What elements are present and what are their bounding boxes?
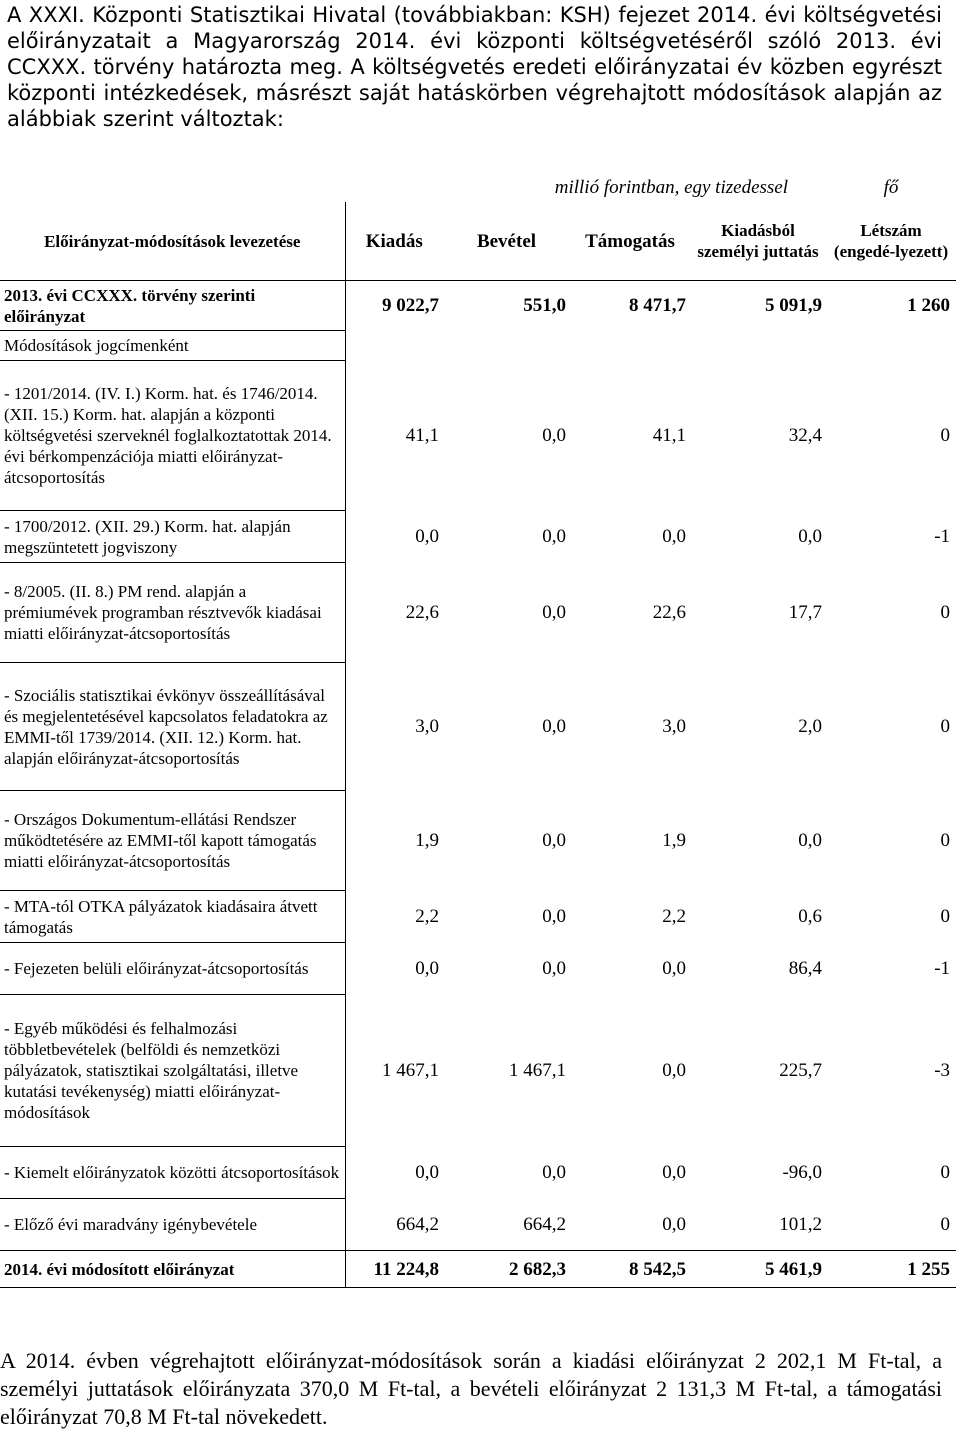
row-tamogatas: 41,1 [652,425,686,446]
original-kiadas: 9 022,7 [382,295,439,317]
row-szemelyi: 0,0 [798,526,823,547]
row-bevetel: 0,0 [542,1162,566,1183]
total-kiadas: 11 224,8 [345,1251,443,1288]
row-label: - Előző évi maradvány igénybevétele [0,1199,345,1251]
row-letszam: -1 [934,958,951,979]
row-label: - Országos Dokumentum-ellátási Rendszer működtetésére az EMMI-től kapott támogatás miatti előirányzat-átcsoportosítás [0,791,345,891]
budget-modification-table [0,172,956,1288]
table-row [0,995,956,1147]
intro-paragraph: A XXXI. Központi Statisztikai Hivatal (továbbiakban: KSH) fejezet 2014. évi költségvetési előirányzatait a Magyarország 2014. évi központi költségvetéséről szóló 2013. évi CCXXX. törvény határozta meg. A költségvetés eredeti előirányzatai év közben egyrészt központi intézkedések, másrészt saját hatáskörben végrehajtott módosítások alapján az alábbiak szerint változtak: [7,3,942,131]
row-bevetel: 1 467,1 [509,1060,566,1081]
row-letszam: 0 [940,830,951,851]
total-letszam: 1 255 [826,1251,956,1288]
row-szemelyi: 225,7 [779,1060,823,1081]
row-bevetel: 0,0 [542,958,566,979]
row-bevetel: 0,0 [542,906,566,927]
total-tamogatas: 8 542,5 [570,1251,690,1288]
row-letszam: 0 [940,602,951,623]
row-tamogatas: 0,0 [662,958,686,979]
row-szemelyi: 17,7 [788,602,823,623]
row-tamogatas: 3,0 [662,716,686,737]
header-szemelyi: Kiadásból személyi juttatás [690,202,826,281]
row-szemelyi: 0,6 [798,906,823,927]
row-kiadas: 3,0 [415,716,439,737]
table-row [0,791,956,891]
row-kiadas: 2,2 [415,906,439,927]
row-kiadas: 0,0 [415,1162,439,1183]
header-tamogatas: Támogatás [570,202,690,281]
row-szemelyi: 86,4 [788,958,823,979]
table-row [0,891,956,943]
row-label: - Kiemelt előirányzatok közötti átcsoportosítások [0,1147,345,1199]
row-szemelyi: 0,0 [798,830,823,851]
table-row [0,511,956,563]
row-label: - 1201/2014. (IV. I.) Korm. hat. és 1746/2014. (XII. 15.) Korm. hat. alapján a központi költségvetési szerveknél foglalkoztatottak 2014. évi bérkompenzációja miatti előirányzat-átcsoportosítás [0,361,345,511]
row-kiadas: 22,6 [405,602,439,623]
row-kiadas: 0,0 [415,526,439,547]
row-szemelyi: -96,0 [782,1162,823,1183]
row-label: - Egyéb működési és felhalmozási többletbevételek (belföldi és nemzetközi pályázatok, statisztikai szolgáltatási, illetve kutatási tevékenység) miatti előirányzat-módosítások [0,995,345,1147]
row-bevetel: 664,2 [523,1213,566,1235]
original-szemelyi: 5 091,9 [765,295,823,317]
header-bevetel: Bevétel [443,202,570,281]
section-row [0,331,956,361]
row-tamogatas: 0,0 [662,1162,686,1183]
original-letszam: 1 260 [907,295,951,317]
row-letszam: 0 [940,906,951,927]
total-szemelyi: 5 461,9 [690,1251,826,1288]
row-tamogatas: 0,0 [662,1213,686,1235]
unit-row [0,172,956,202]
row-tamogatas: 0,0 [662,526,686,547]
row-label: - MTA-tól OTKA pályázatok kiadásaira átvett támogatás [0,891,345,943]
row-letszam: 0 [940,425,951,446]
original-label: 2013. évi CCXXX. törvény szerinti előirányzat [0,281,345,331]
unit-person: fő [883,176,899,198]
total-bevetel: 2 682,3 [443,1251,570,1288]
unit-note: millió forintban, egy tizedessel [554,176,789,198]
row-letszam: 0 [940,1162,951,1183]
table-row [0,563,956,663]
table-row [0,943,956,995]
header-letszam: Létszám (engedé-lyezett) [826,202,956,281]
row-letszam: -3 [934,1060,951,1081]
row-tamogatas: 0,0 [662,1060,686,1081]
total-label: 2014. évi módosított előirányzat [0,1251,345,1288]
table-row [0,1199,956,1251]
row-tamogatas: 2,2 [662,906,686,927]
row-label: - 8/2005. (II. 8.) PM rend. alapján a prémiumévek programban résztvevők kiadásai miatti előirányzat-átcsoportosítás [0,563,345,663]
row-tamogatas: 1,9 [662,830,686,851]
row-letszam: 0 [940,716,951,737]
section-label: Módosítások jogcímenként [0,331,345,361]
row-letszam: 0 [940,1213,951,1235]
closing-paragraph: A 2014. évben végrehajtott előirányzat-módosítások során a kiadási előirányzat 2 202,1 M Ft-tal, a személyi juttatások előirányzata 370,0 M Ft-tal, a bevételi előirányzat 2 131,3 M Ft-tal, a támogatási előirányzat 70,8 M Ft-tal növekedett. [0,1348,942,1429]
row-label: - 1700/2012. (XII. 29.) Korm. hat. alapján megszüntetett jogviszony [0,511,345,563]
header-label: Előirányzat-módosítások levezetése [0,202,345,281]
row-bevetel: 0,0 [542,602,566,623]
row-bevetel: 0,0 [542,526,566,547]
table-row [0,361,956,511]
row-szemelyi: 101,2 [779,1213,823,1235]
table-row [0,663,956,791]
row-bevetel: 0,0 [542,830,566,851]
table-row [0,1147,956,1199]
original-appropriation-row [0,281,956,331]
row-szemelyi: 2,0 [798,716,823,737]
header-kiadas: Kiadás [345,202,443,281]
header-row [0,202,956,281]
row-kiadas: 1 467,1 [382,1060,439,1081]
row-letszam: -1 [934,526,951,547]
row-label: - Fejezeten belüli előirányzat-átcsoportosítás [0,943,345,995]
original-tamogatas: 8 471,7 [629,295,686,317]
total-row [0,1251,956,1288]
original-bevetel: 551,0 [523,295,566,317]
row-kiadas: 0,0 [415,958,439,979]
row-kiadas: 1,9 [415,830,439,851]
row-bevetel: 0,0 [542,425,566,446]
row-label: - Szociális statisztikai évkönyv összeállításával és megjelentetésével kapcsolatos feladatokra az EMMI-től 1739/2014. (XII. 12.) Korm. hat. alapján előirányzat-átcsoportosítás [0,663,345,791]
row-szemelyi: 32,4 [788,425,823,446]
row-tamogatas: 22,6 [652,602,686,623]
row-kiadas: 41,1 [405,425,439,446]
row-bevetel: 0,0 [542,716,566,737]
row-kiadas: 664,2 [396,1213,439,1235]
